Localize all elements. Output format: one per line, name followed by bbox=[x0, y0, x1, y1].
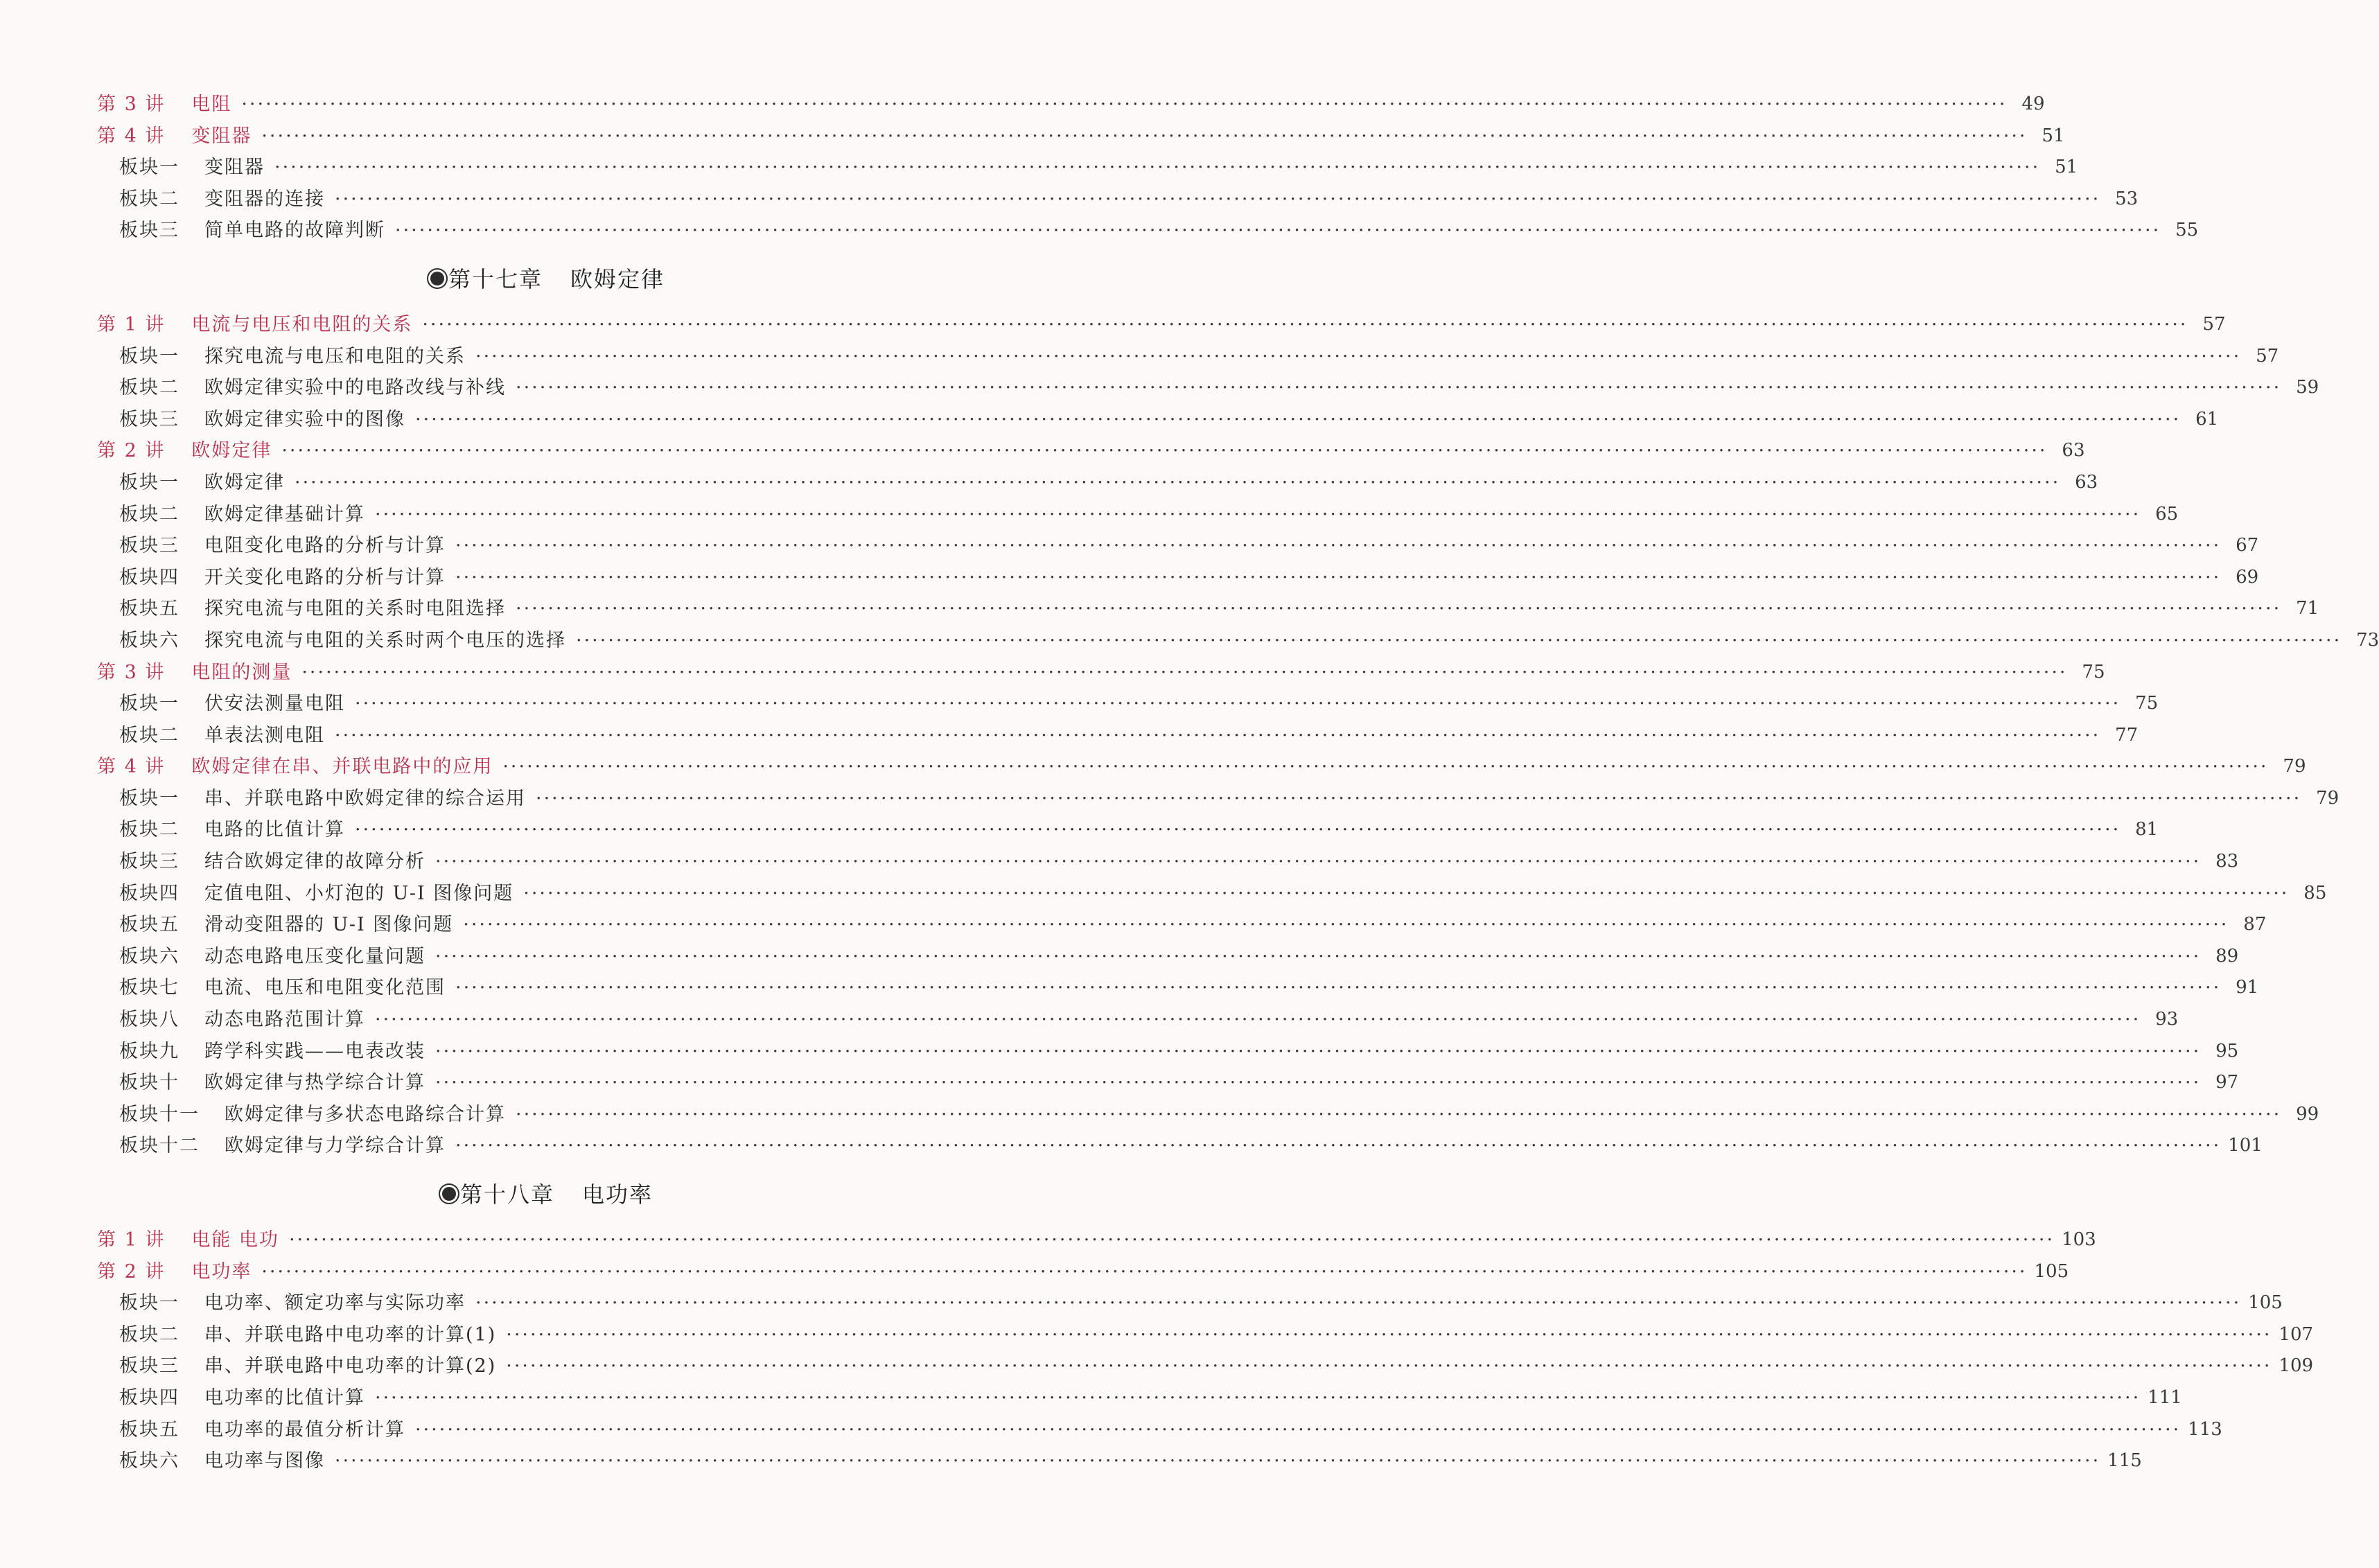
chapter-bullet-icon bbox=[430, 272, 444, 285]
toc-block-entry[interactable] bbox=[97, 372, 2319, 404]
chapter-heading bbox=[97, 1162, 1026, 1224]
page-number: 51 bbox=[2042, 125, 2065, 146]
block-title: 欧姆定律 bbox=[204, 471, 285, 493]
dot-leader: ···························································································································································································································· bbox=[395, 220, 2161, 242]
dot-leader: ···························································································································································································································· bbox=[475, 345, 2242, 367]
lecture-title: 电阻的测量 bbox=[191, 661, 292, 683]
page-number: 79 bbox=[2316, 787, 2340, 809]
block-number: 板块三 bbox=[119, 1355, 179, 1377]
dot-leader: ···························································································································································································································· bbox=[261, 125, 2028, 147]
dot-leader: ···························································································································································································································· bbox=[415, 1418, 2182, 1441]
block-number: 板块三 bbox=[119, 535, 179, 557]
block-title: 伏安法测量电阻 bbox=[204, 693, 345, 715]
block-title: 串、并联电路中电功率的计算(2) bbox=[204, 1355, 497, 1377]
dot-leader: ···························································································································································································································· bbox=[455, 566, 2222, 588]
dot-leader: ···························································································································································································································· bbox=[435, 851, 2202, 873]
block-number: 板块一 bbox=[119, 787, 179, 809]
block-number: 板块三 bbox=[119, 220, 179, 242]
page-number: 111 bbox=[2148, 1386, 2182, 1408]
dot-leader: ···························································································································································································································· bbox=[335, 1450, 2101, 1472]
lecture-number: 第 2 讲 bbox=[97, 1260, 166, 1283]
block-title: 单表法测电阻 bbox=[204, 724, 325, 746]
block-title: 探究电流与电压和电阻的关系 bbox=[204, 345, 466, 367]
toc-block-entry[interactable] bbox=[97, 562, 2259, 594]
chapter-number: 第十七章 bbox=[448, 265, 543, 292]
lecture-title: 欧姆定律 bbox=[191, 440, 272, 462]
block-number: 板块五 bbox=[119, 598, 179, 620]
toc-block-entry[interactable] bbox=[97, 625, 2379, 657]
page-number: 49 bbox=[2021, 94, 2045, 114]
page-number: 69 bbox=[2236, 566, 2259, 588]
toc-lecture-entry[interactable] bbox=[97, 121, 2065, 152]
block-number: 板块二 bbox=[119, 503, 179, 525]
page-number: 79 bbox=[2283, 756, 2306, 777]
toc-block-entry[interactable] bbox=[97, 1319, 2314, 1351]
block-number: 板块二 bbox=[119, 377, 179, 399]
block-title: 串、并联电路中欧姆定律的综合运用 bbox=[204, 787, 526, 809]
toc-lecture-entry[interactable] bbox=[97, 89, 2045, 121]
page-number: 63 bbox=[2062, 440, 2085, 461]
block-number: 板块五 bbox=[119, 914, 179, 936]
page-number: 51 bbox=[2055, 157, 2078, 178]
block-title: 电路的比值计算 bbox=[204, 819, 345, 841]
toc-lecture-entry[interactable] bbox=[97, 435, 2085, 467]
toc-block-entry[interactable] bbox=[97, 972, 2259, 1004]
block-title: 动态电路范围计算 bbox=[204, 1009, 365, 1031]
page-number: 67 bbox=[2236, 535, 2259, 556]
block-number: 板块六 bbox=[119, 945, 179, 967]
page-number: 53 bbox=[2115, 188, 2139, 209]
dot-leader: ···························································································································································································································· bbox=[435, 1040, 2202, 1062]
dot-leader: ···························································································································································································································· bbox=[516, 598, 2282, 620]
page-number: 57 bbox=[2202, 313, 2226, 335]
page-number: 71 bbox=[2296, 598, 2319, 619]
lecture-number: 第 1 讲 bbox=[97, 313, 166, 335]
page-number: 83 bbox=[2215, 851, 2239, 872]
dot-leader: ···························································································································································································································· bbox=[576, 629, 2342, 651]
page-number: 109 bbox=[2279, 1355, 2314, 1377]
toc-block-entry[interactable] bbox=[97, 152, 2078, 184]
dot-leader: ···························································································································································································································· bbox=[536, 787, 2302, 809]
page-number: 105 bbox=[2248, 1292, 2283, 1314]
block-title: 欧姆定律基础计算 bbox=[204, 503, 365, 525]
lecture-number: 第 4 讲 bbox=[97, 125, 166, 147]
dot-leader: ···························································································································································································································· bbox=[422, 313, 2188, 335]
block-title: 欧姆定律实验中的图像 bbox=[204, 408, 405, 430]
page-number: 55 bbox=[2175, 220, 2199, 241]
toc-block-entry[interactable] bbox=[97, 878, 2327, 910]
block-number: 板块八 bbox=[119, 1009, 179, 1031]
dot-leader: ···························································································································································································································· bbox=[375, 503, 2141, 525]
chapter-number: 第十八章 bbox=[459, 1181, 554, 1208]
dot-leader: ···························································································································································································································· bbox=[355, 693, 2121, 715]
toc-block-entry[interactable] bbox=[97, 184, 2139, 215]
block-title: 电功率的最值分析计算 bbox=[204, 1418, 405, 1441]
toc-lecture-entry[interactable] bbox=[97, 1256, 2069, 1288]
block-title: 探究电流与电阻的关系时两个电压的选择 bbox=[204, 629, 566, 651]
dot-leader: ···························································································································································································································· bbox=[455, 977, 2222, 999]
block-number: 板块四 bbox=[119, 882, 179, 904]
page-number: 61 bbox=[2195, 408, 2219, 430]
block-title: 简单电路的故障判断 bbox=[204, 220, 385, 242]
page-number: 81 bbox=[2135, 819, 2159, 840]
block-title: 变阻器的连接 bbox=[204, 188, 325, 210]
toc-block-entry[interactable] bbox=[97, 909, 2267, 941]
dot-leader: ···························································································································································································································· bbox=[295, 471, 2061, 493]
toc-block-entry[interactable] bbox=[97, 814, 2159, 846]
block-number: 板块七 bbox=[119, 977, 179, 999]
lecture-number: 第 2 讲 bbox=[97, 440, 166, 462]
block-number: 板块三 bbox=[119, 851, 179, 873]
chapter-title: 欧姆定律 bbox=[570, 265, 665, 292]
dot-leader: ···························································································································································································································· bbox=[301, 661, 2068, 683]
toc-lecture-entry[interactable] bbox=[97, 751, 2306, 783]
lecture-title: 欧姆定律在串、并联电路中的应用 bbox=[191, 756, 493, 778]
block-number: 板块二 bbox=[119, 819, 179, 841]
page-number: 65 bbox=[2155, 503, 2179, 525]
page-number: 95 bbox=[2215, 1040, 2239, 1062]
toc-block-entry[interactable] bbox=[97, 530, 2259, 562]
page-number: 113 bbox=[2188, 1418, 2222, 1440]
page-number: 91 bbox=[2236, 977, 2259, 998]
block-number: 板块二 bbox=[119, 724, 179, 746]
lecture-number: 第 3 讲 bbox=[97, 94, 166, 115]
dot-leader: ···························································································································································································································· bbox=[335, 724, 2101, 746]
toc-lecture-entry[interactable] bbox=[97, 657, 2105, 689]
lecture-number: 第 1 讲 bbox=[97, 1229, 166, 1251]
toc-lecture-entry[interactable] bbox=[97, 1224, 2096, 1256]
page-number: 97 bbox=[2215, 1072, 2239, 1093]
dot-leader: ···························································································································································································································· bbox=[261, 1260, 2028, 1283]
block-number: 板块一 bbox=[119, 345, 179, 367]
dot-leader: ···························································································································································································································· bbox=[435, 945, 2202, 967]
chapter-bullet-icon bbox=[442, 1187, 456, 1201]
toc-block-entry[interactable] bbox=[97, 1414, 2222, 1446]
block-title: 变阻器 bbox=[204, 157, 265, 179]
page-number: 103 bbox=[2062, 1229, 2096, 1250]
toc-block-entry[interactable] bbox=[97, 404, 2219, 436]
lecture-number: 第 3 讲 bbox=[97, 661, 166, 683]
toc-block-entry[interactable] bbox=[97, 1287, 2283, 1319]
page-number: 63 bbox=[2075, 471, 2098, 493]
toc-block-entry[interactable] bbox=[97, 467, 2098, 499]
page-number: 87 bbox=[2243, 914, 2267, 935]
block-number: 板块十 bbox=[119, 1072, 179, 1094]
page-number: 101 bbox=[2228, 1135, 2263, 1156]
dot-leader: ···························································································································································································································· bbox=[288, 1229, 2055, 1251]
page-number: 75 bbox=[2082, 661, 2105, 682]
block-title: 跨学科实践——电表改装 bbox=[204, 1040, 425, 1062]
page-number: 115 bbox=[2107, 1450, 2142, 1472]
dot-leader: ···························································································································································································································· bbox=[463, 914, 2229, 936]
dot-leader: ···························································································································································································································· bbox=[455, 1135, 2222, 1157]
block-title: 结合欧姆定律的故障分析 bbox=[204, 851, 425, 873]
block-title: 电功率与图像 bbox=[204, 1450, 325, 1472]
table-of-contents bbox=[97, 89, 2379, 1477]
block-number: 板块一 bbox=[119, 693, 179, 715]
block-number: 板块六 bbox=[119, 629, 179, 651]
block-number: 板块一 bbox=[119, 157, 179, 179]
page-number: 89 bbox=[2215, 945, 2239, 967]
toc-block-entry[interactable] bbox=[97, 720, 2139, 752]
dot-leader: ···························································································································································································································· bbox=[274, 157, 2041, 179]
block-title: 欧姆定律与力学综合计算 bbox=[225, 1135, 446, 1157]
dot-leader: ···························································································································································································································· bbox=[355, 819, 2121, 841]
page-number: 105 bbox=[2034, 1260, 2069, 1282]
lecture-title: 电功率 bbox=[191, 1260, 252, 1283]
block-title: 欧姆定律与多状态电路综合计算 bbox=[225, 1103, 506, 1125]
block-number: 板块十一 bbox=[119, 1103, 200, 1125]
dot-leader: ···························································································································································································································· bbox=[475, 1292, 2242, 1314]
toc-block-entry[interactable] bbox=[97, 499, 2179, 531]
chapter-heading bbox=[97, 247, 1026, 309]
toc-block-entry[interactable] bbox=[97, 688, 2159, 720]
block-number: 板块四 bbox=[119, 566, 179, 588]
toc-block-entry[interactable] bbox=[97, 783, 2340, 815]
block-number: 板块四 bbox=[119, 1386, 179, 1409]
toc-block-entry[interactable] bbox=[97, 1067, 2239, 1099]
block-title: 欧姆定律与热学综合计算 bbox=[204, 1072, 425, 1094]
lecture-title: 电能 电功 bbox=[191, 1229, 279, 1251]
toc-block-entry[interactable] bbox=[97, 341, 2279, 373]
block-title: 电流、电压和电阻变化范围 bbox=[204, 977, 446, 999]
page-number: 75 bbox=[2135, 693, 2159, 714]
chapter-title: 电功率 bbox=[582, 1181, 653, 1208]
block-title: 开关变化电路的分析与计算 bbox=[204, 566, 446, 588]
lecture-title: 电流与电压和电阻的关系 bbox=[191, 313, 413, 335]
block-title: 欧姆定律实验中的电路改线与补线 bbox=[204, 377, 506, 399]
block-title: 电阻变化电路的分析与计算 bbox=[204, 535, 446, 557]
block-number: 板块九 bbox=[119, 1040, 179, 1062]
page-number: 77 bbox=[2115, 724, 2139, 746]
block-title: 滑动变阻器的 U-I 图像问题 bbox=[204, 914, 454, 936]
dot-leader: ···························································································································································································································· bbox=[523, 882, 2290, 904]
dot-leader: ···························································································································································································································· bbox=[281, 440, 2048, 462]
toc-block-entry[interactable] bbox=[97, 941, 2239, 973]
page-number: 85 bbox=[2303, 882, 2327, 904]
lecture-number: 第 4 讲 bbox=[97, 756, 166, 778]
dot-leader: ···························································································································································································································· bbox=[241, 94, 2008, 115]
dot-leader: ···························································································································································································································· bbox=[516, 377, 2282, 399]
block-number: 板块五 bbox=[119, 1418, 179, 1441]
block-title: 串、并联电路中电功率的计算(1) bbox=[204, 1323, 497, 1346]
toc-block-entry[interactable] bbox=[97, 593, 2319, 625]
lecture-title: 电阻 bbox=[191, 94, 232, 115]
toc-block-entry[interactable] bbox=[97, 1130, 2263, 1162]
page-number: 93 bbox=[2155, 1009, 2179, 1030]
block-title: 动态电路电压变化量问题 bbox=[204, 945, 425, 967]
dot-leader: ···························································································································································································································· bbox=[375, 1009, 2141, 1031]
block-number: 板块一 bbox=[119, 471, 179, 493]
toc-block-entry[interactable] bbox=[97, 1004, 2179, 1036]
dot-leader: ···························································································································································································································· bbox=[375, 1386, 2141, 1409]
block-number: 板块二 bbox=[119, 1323, 179, 1346]
toc-block-entry[interactable] bbox=[97, 1350, 2314, 1382]
page-number: 57 bbox=[2256, 345, 2279, 367]
dot-leader: ···························································································································································································································· bbox=[335, 188, 2101, 210]
lecture-title: 变阻器 bbox=[191, 125, 252, 147]
dot-leader: ···························································································································································································································· bbox=[455, 535, 2222, 557]
dot-leader: ···························································································································································································································· bbox=[516, 1103, 2282, 1125]
page-number: 73 bbox=[2356, 629, 2379, 651]
toc-block-entry[interactable] bbox=[97, 215, 2199, 247]
block-number: 板块十二 bbox=[119, 1135, 200, 1157]
page-number: 99 bbox=[2296, 1103, 2319, 1125]
block-number: 板块六 bbox=[119, 1450, 179, 1472]
page-number: 107 bbox=[2279, 1323, 2314, 1345]
block-number: 板块一 bbox=[119, 1292, 179, 1314]
dot-leader: ···························································································································································································································· bbox=[506, 1323, 2272, 1346]
dot-leader: ···························································································································································································································· bbox=[502, 756, 2269, 778]
dot-leader: ···························································································································································································································· bbox=[435, 1072, 2202, 1094]
toc-block-entry[interactable] bbox=[97, 1445, 2142, 1477]
block-number: 板块三 bbox=[119, 408, 179, 430]
block-number: 板块二 bbox=[119, 188, 179, 210]
toc-block-entry[interactable] bbox=[97, 1099, 2319, 1131]
toc-lecture-entry[interactable] bbox=[97, 309, 2226, 341]
toc-block-entry[interactable] bbox=[97, 1382, 2182, 1414]
dot-leader: ···························································································································································································································· bbox=[506, 1355, 2272, 1377]
page-number: 59 bbox=[2296, 377, 2319, 398]
block-title: 电功率、额定功率与实际功率 bbox=[204, 1292, 466, 1314]
dot-leader: ···························································································································································································································· bbox=[415, 408, 2182, 430]
block-title: 定值电阻、小灯泡的 U-I 图像问题 bbox=[204, 882, 514, 904]
block-title: 电功率的比值计算 bbox=[204, 1386, 365, 1409]
toc-block-entry[interactable] bbox=[97, 846, 2239, 878]
block-title: 探究电流与电阻的关系时电阻选择 bbox=[204, 598, 506, 620]
toc-block-entry[interactable] bbox=[97, 1036, 2239, 1068]
